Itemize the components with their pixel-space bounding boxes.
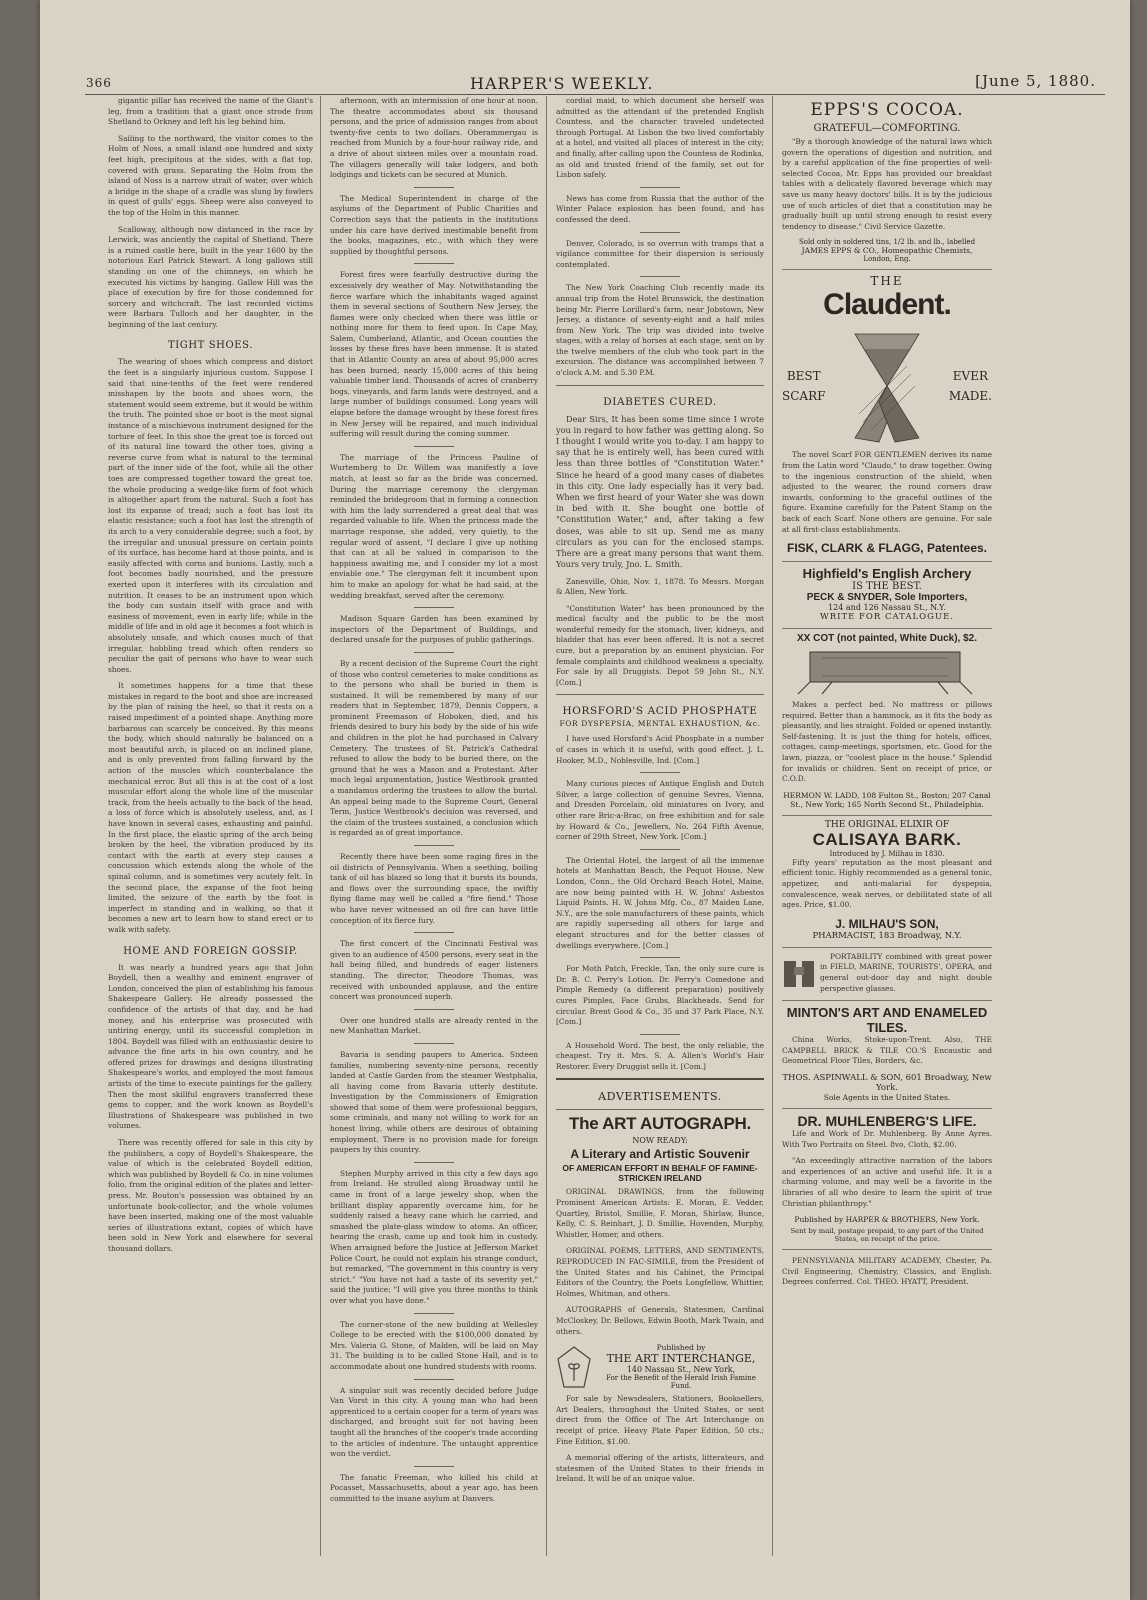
section-rule [556, 1078, 764, 1080]
ad-subheadline: GRATEFUL—COMFORTING. [813, 123, 961, 134]
article-paragraph: It sometimes happens for a time that these mistakes in regard to the boot and shoe are increased by the plan of raising the heel, so that it rests on a raised impediment of a pointed shape. Anything more barbarous can scarcely be conceived. By this means the body, which should naturally be balanced on a most beautiful arch, is placed on an inclined plane, and is only prevented from falling forward by the action of the muscles which counterbalance the mechanical error. But all this is at the cost of a lost muscular effort along the whole line of the muscular track, from the heels actually to the back of the head, a loss of force which is absolutely useless, and, as I have known in several cases, exhausting and painful. In the first place, the elastic spring of the arch being broken by the heel, the vibration produced by its contact with the earth at every step causes a concussion which extends along the whole of the spinal column, and is sometimes very acutely felt. In the second place, the expanse of the foot being limited, the seizure of the earth by the foot is imperfect in standing and in walking, so that it becomes a new art to learn how to stand erect or to walk with safety. [108, 681, 313, 934]
ad-text: PECK & SNYDER, Sole Importers, [806, 592, 968, 604]
column-divider [772, 96, 773, 1556]
page-number: 366 [86, 76, 112, 90]
calisaya-bark-ad [782, 816, 992, 948]
item-separator [414, 652, 454, 653]
publisher-address: 140 Nassau St., New York, [626, 1365, 736, 1375]
article-paragraph: By a recent decision of the Supreme Court the right of those who control cemeteries to make conditions as to the persons who shall be buried in them is sustained. It will be remembered by many of our readers that in September, 1879, Dennis Coppers, a prominent Freemason of Hoboken, died, and his friends desired to bury his body by the side of his wife and children in the plot he had purchased in Calvary Cemetery. The trustees of St. Patrick's Cathedral refused to allow the body to be buried there, on the ground that he was a Mason and a Protestant. After much legal argumentation, Justice Westbrook granted a mandamus ordering the trustees to allow the burial. An appeal being made to the Supreme Court, General Term, Justice Westbrook's decision was reversed, and the claim of the trustees sustained, a conclusion which is regarded as of great importance. [330, 658, 538, 838]
column-2 [330, 96, 538, 1556]
item-separator [640, 232, 680, 233]
article-paragraph: The first concert of the Cincinnati Festival was given to an audience of 4500 persons, every seat in the hall being filled, and hundreds of eager listeners standing. The director, Theodore Thomas, was received with unbounded applause, and the entire concert was pronounced superb. [330, 939, 538, 1002]
binoculars-icon [782, 955, 816, 991]
ad-text: 124 and 126 Nassau St., N.Y. [828, 603, 946, 613]
ad-text: "An exceedingly attractive narration of the labors and experiences of an active and useful life. It is a charming volume, and may well be a favorite in the libraries of all who desire to learn the spirit of true Christian philanthropy." [782, 1156, 992, 1208]
item-separator [640, 1034, 680, 1035]
item-separator [640, 772, 680, 773]
item-separator [414, 1466, 454, 1467]
ad-text: ORIGINAL POEMS, LETTERS, AND SENTIMENTS, REPRODUCED IN FAC-SIMILE, from the President of the United States and his Cabinet, the Principal Editors of the Country, the Poets Longfellow, Whittier, Holmes, Whitman, and others. [556, 1246, 764, 1298]
article-paragraph: Many curious pieces of Antique English and Dutch Silver, a large collection of genuine Sevres, Vienna, and Dresden Porcelain, old miniatures on Ivory, and other rare Bric-a-Brac, on free exhibition and for sale by Howard & Co., Jewellers, No. 264 Fifth Avenue, corner of 29th Street, New York. [Com.] [556, 779, 764, 842]
item-separator [414, 1379, 454, 1380]
ad-headline: CALISAYA BARK. [812, 829, 962, 849]
ad-text: Published by HARPER & BROTHERS, New York. [794, 1215, 980, 1225]
ad-text: Published by [656, 1343, 706, 1353]
archery-ad [782, 562, 992, 629]
ad-text: Sole Agents in the United States. [823, 1092, 951, 1102]
item-separator [414, 1043, 454, 1044]
item-separator [640, 957, 680, 958]
article-paragraph: Over one hundred stalls are already rented in the new Manhattan Market. [330, 1015, 538, 1036]
ad-text: PORTABILITY combined with great power in FIELD, MARINE, TOURISTS', OPERA, and general out-door day and night double perspective glasses. [820, 951, 992, 993]
ad-text: BEST [786, 369, 821, 384]
item-separator [414, 607, 454, 608]
article-paragraph: The marriage of the Princess Pauline of Wurtemberg to Dr. Willem was manifestly a love match, at least so far as the bride was concerned. During the marriage ceremony the clergyman reminded the bridegroom that in forming a connection with him the lady surrendered a great deal that was regarded valuable to life. When the princess made the marriage response, she added, very quietly, to the regular word of assent, "I declare I give up nothing that can at all be valued in comparison to the happiness awaiting me, and I consider my lot a most enviable one." The clergyman felt it incumbent upon him to make an apology for what he had said, at the wedding breakfast, served after the ceremony. [330, 452, 538, 600]
item-separator [414, 1313, 454, 1314]
ad-text: WRITE FOR CATALOGUE. [819, 612, 955, 623]
column-divider [320, 96, 321, 1556]
item-separator [640, 276, 680, 277]
item-separator [640, 849, 680, 850]
item-separator [414, 446, 454, 447]
item-separator [414, 1009, 454, 1010]
ad-text: THE [870, 274, 904, 289]
article-paragraph: For Moth Patch, Freckle, Tan, the only sure cure is Dr. B. C. Perry's Lotion. Dr. Perry's Comedone and Pimple Remedy (a different preparation) positively cures Pimples, Face Grubs, Blackheads. Send for circular. Brent Good & Co., 35 and 37 Park Place, N.Y. [Com.] [556, 964, 764, 1027]
ad-text: THOS. ASPINWALL & SON, 601 Broadway, New York. [782, 1072, 992, 1093]
publication-title: HARPER'S WEEKLY. [470, 74, 654, 93]
ad-headline: MINTON'S ART AND ENAMELED TILES. [786, 1005, 988, 1036]
column-divider [546, 96, 547, 1556]
ad-text: Sold only in soldered tins, 1/2 lb. and lb., labelled [798, 238, 976, 247]
article-paragraph: A singular suit was recently decided before Judge Van Vorst in this city. A young man who had been apprenticed to a certain cooper for a term of years was discharged, and brought suit for not having been taught all the branches of the cooper's trade according to the articles of indenture. The untaught apprentice won the verdict. [330, 1385, 538, 1459]
article-paragraph: Forest fires were fearfully destructive during the excessively dry weather of May. Notwithstanding the fierce warfare which the inhabitants waged against them in several sections of Southern New Jersey, the flames were only checked when there was little or nothing more for them to feed upon. In Cape May, Salem, Cumberland, Atlantic, and Ocean counties the losses by these fires have been immense. It is stated that in Atlantic County an area of about 95,000 acres has been burned, nearly 15,000 acres of this being valuable timber land. Thousands of acres of cranberry bogs, vineyards, and farm lands were destroyed, and a large number of buildings consumed. Long years will elapse before the damage wrought by these forest fires in New Jersey will be repaired, and much individual suffering will result during the coming summer. [330, 270, 538, 439]
claudent-scarf-ad [782, 270, 992, 562]
ad-text: Sent by mail, postage prepaid, to any part of the United States, on receipt of the price. [790, 1227, 984, 1244]
ad-text: China Works, Stoke-upon-Trent. Also, THE CAMPBELL BRICK & TILE CO.'S Encaustic and Geometrical Floor Tiles, Borders, &c. [782, 1035, 992, 1066]
article-paragraph: A Household Word. The best, the only reliable, the cheapest. Try it. Mrs. S. A. Allen's World's Hair Restorer. Every Druggist sells it. [Com.] [556, 1040, 764, 1071]
article-paragraph: It was nearly a hundred years ago that John Boydell, then a wealthy and eminent engraver of London, conceived the plan of establishing his famous Shakespeare Gallery. He already possessed the confidence of the artists of that day, and he had money, and his enterprise was prosecuted with untiring energy, until its successful completion in 1804. Boydell was filled with an enthusiastic desire to advance the fine arts in his own country, and he offered prizes for drawings and designs illustrating Shakespeare's works, and employed the most famous artists of the time to execute paintings for the gallery. Then the most skillful engravers transferred these gems to copper, and the work known as Boydell's Illustrations of Shakespeare was published in two volumes. [108, 962, 313, 1131]
section-heading: DIABETES CURED. [603, 395, 717, 408]
ad-text: For sale by Newsdealers, Stationers, Booksellers, Art Dealers, throughout the United States, or sent direct from the Office of The Art Interchange on receipt of price. Heavy Plate Paper Edition, 50 cts.; Fine Edition, $1.00. [556, 1394, 764, 1446]
folding-cot-illustration-icon [792, 644, 982, 696]
binoculars-ad [782, 948, 992, 1001]
article-paragraph: The Oriental Hotel, the largest of all the immense hotels at Manhattan Beach, the Pequot House, New London, Conn., the Old Orchard Beach Hotel, Maine, are now being painted with H. W. Johns' Asbestos Liquid Paints. H. W. Johns Mfg. Co., 87 Maiden Lane, N.Y., are the sole manufacturers of these paints, which are rapidly superseding all others for large and elegant structures and for the better classes of dwellings everywhere. [Com.] [556, 855, 764, 950]
ad-text: "By a thorough knowledge of the natural laws which govern the operations of digestion and nutrition, and by a careful application of the fine properties of well-selected Cocoa, Mr. Epps has provided our breakfast tables with a delicately flavored beverage which may save us many heavy doctors' bills. It is by the judicious use of such articles of diet that a constitution may be gradually built up until strong enough to resist every tendency to disease." Civil Service Gazette. [782, 137, 992, 231]
ad-headline: DR. MUHLENBERG'S LIFE. [797, 1112, 977, 1129]
item-separator [640, 187, 680, 188]
column-4-advertisements [782, 96, 992, 1556]
article-paragraph: Denver, Colorado, is so overrun with tramps that a vigilance committee for their dispersion is seriously contemplated. [556, 238, 764, 269]
article-paragraph: Recently there have been some raging fires in the oil districts of Pennsylvania. When a seething, boiling tank of oil has blazed so long that it bursts its bounds, and flows over the surrounding space, the swiftly flying flame may well be called a "fire fiend." Those who have never witnessed an oil fire can have little conception of its fierce fury. [330, 852, 538, 925]
ad-text: PENNSYLVANIA MILITARY ACADEMY, Chester, Pa. Civil Engineering, Chemistry, Classics, and English. Degrees conferred. Col. THEO. HYATT, President. [782, 1256, 992, 1287]
ad-text: A memorial offering of the artists, litterateurs, and statesmen of the United States to their friends in Ireland. It will be of an unique value. [556, 1453, 764, 1484]
item-separator [414, 932, 454, 933]
article-paragraph: "Constitution Water" has been pronounced by the medical faculty and the public to be the most wonderful remedy for the stomach, liver, kidneys, and bladder that has ever been offered. It is not a secret cure, but a preparation by an eminent physician. For female complaints and childhood weakness a specialty. For sale by all Druggists. Depot 59 John St., N.Y. [Com.] [556, 603, 764, 687]
ad-headline: The ART AUTOGRAPH. [569, 1114, 751, 1134]
ad-text: For the Benefit of the Herald Irish Famine Fund. [606, 1374, 756, 1391]
ad-text: Life and Work of Dr. Muhlenberg. By Anne Ayres. With Two Portraits on Steel. 8vo, Cloth, $2.00. [782, 1128, 992, 1149]
issue-date: [June 5, 1880. [975, 72, 1096, 90]
ad-text: SCARF [782, 389, 826, 404]
publisher-name: THE ART INTERCHANGE, [606, 1352, 756, 1366]
section-rule [556, 1109, 764, 1110]
section-subheading: FOR DYSPEPSIA, MENTAL EXHAUSTION, &c. [559, 719, 761, 729]
item-separator [414, 263, 454, 264]
scarf-illustration-icon [827, 326, 947, 446]
section-heading: HORSFORD'S ACID PHOSPHATE [562, 705, 758, 718]
section-heading: TIGHT SHOES. [167, 340, 254, 352]
ad-headline: Claudent. [823, 288, 951, 322]
item-separator [414, 1162, 454, 1163]
ad-text: Makes a perfect bed. No mattress or pillows required. Better than a hammock, as it fits the body as pleasantly, and lies straight. Folded or opened instantly. Self-fastening. It is just the thing for hotels, offices, cottages, camp-meetings, sportsmen, etc. Good for the lawn, piazza, or "coolest place in the house." Splendid for invalids or children. Sent on receipt of price, or C.O.D. [782, 700, 992, 784]
article-paragraph: Madison Square Garden has been examined by inspectors of the Department of Buildings, and declared unsafe for the purposes of public gatherings. [330, 614, 538, 645]
cot-ad [782, 629, 992, 816]
item-separator [414, 845, 454, 846]
minton-tiles-ad [782, 1001, 992, 1109]
ad-subheadline: OF AMERICAN EFFORT IN BEHALF OF FAMINE-STRICKEN IRELAND [562, 1163, 758, 1184]
header-rule [85, 94, 1105, 95]
ad-headline: Highfield's English Archery [802, 566, 972, 582]
article-paragraph: cordial maid, to which document she herself was admitted as the attendant of the pretended English Countess, and the character traveled undetected through Portugal. At Lisbon the two lived comfortably at a hotel, and visited all places of interest in the city; and finally, after calling upon the Countess de Rodinka, as old and trusted friend of the family, set out for Lisbon safely. [556, 96, 764, 180]
section-heading: HOME AND FOREIGN GOSSIP. [123, 945, 298, 957]
article-paragraph: Stephen Murphy arrived in this city a few days ago from Ireland. He strolled along Broadway until he came in front of a large jewelry shop, when the brilliant display apparently overcame him, for he suddenly raised a heavy cane which he carried, and smashed the plate-glass window to atoms. An officer, hearing the crash, came up and took him in custody. When arraigned before the Justice at Jefferson Market Police Court, he could not explain his strange conduct, but remarked, "The government in this country is very strict." "You have not had a taste of its severity yet," said the justice; "I will give you three months to think over what you have done." [330, 1168, 538, 1305]
ad-text: AUTOGRAPHS of Generals, Statesmen, Cardinal McCloskey, Dr. Bellows, Edwin Booth, Mark Twain, and others. [556, 1305, 764, 1336]
ad-text: ORIGINAL DRAWINGS, from the following Prominent American Artists: E. Moran, E. Vedder, Quartley, Bristol, Smillie, F. Moran, Shirlaw, Bunce, Kelly, C. S. Reinhart, J. D. Smillie, Hovenden, Murphy, Whistler, Homer, and others. [556, 1187, 764, 1239]
item-separator [414, 187, 454, 188]
muhlenberg-book-ad [782, 1109, 992, 1250]
article-paragraph: The corner-stone of the new building at Wellesley College to be erected with the $100,000 donated by Mrs. Valeria G. Stone, of Malden, will be laid on May 31. The building is to be called Stone Hall, and is to accommodate about one hundred students with rooms. [330, 1319, 538, 1371]
ad-text: IS THE BEST. [852, 581, 922, 593]
epps-cocoa-ad [782, 96, 992, 270]
ad-text: THE ORIGINAL ELIXIR OF [824, 819, 950, 830]
ad-headline: J. MILHAU'S SON, [835, 916, 939, 931]
ad-text: The novel Scarf FOR GENTLEMEN derives its name from the Latin word "Claudo," to draw together. Owing to the ingenious construction of the shield, when adjusted to the wearer, the round corners draw inwards, conforming to the graceful outlines of the figure. Examine carefully for the Patent Stamp on the back of each Scarf. None others are genuine. For sale at all first-class establishments. [782, 450, 992, 534]
article-paragraph: Scalloway, although now distanced in the race by Lerwick, was anciently the capital of Shetland. There is a ruined castle here, built in the year 1600 by the notorious Earl Patrick Stewart. A long gallows still standing on one of the chimneys, on which he executed his victims by hanging. Gallow Hill was the place of execution by fire for those condemned for sorcery and witchcraft. The last recorded victims were Barbara Tulloch and her daughter, in the beginning of the last century. [108, 224, 313, 329]
column-1 [108, 96, 313, 1556]
ad-text: HERMON W. LADD, 108 Fulton St., Boston; 207 Canal St., New York; 165 North Second St., Philadelphia. [783, 790, 991, 809]
article-paragraph: News has come from Russia that the author of the Winter Palace explosion has been found, and has confessed the deed. [556, 193, 764, 224]
article-paragraph: Bavaria is sending paupers to America. Sixteen families, numbering seventy-nine persons, recently landed at Castle Garden from the steamer Westphalia, all having come from Bavaria utterly destitute. Investigation by the Commissioners of Emigration showed that some of them were professional beggars, some criminals, and many not willing to work for an honest living, while others are desirous of obtaining employment. There is no provision made for foreign paupers by this country. [330, 1049, 538, 1155]
ad-text: London, Eng. [863, 255, 911, 264]
article-paragraph: The wearing of shoes which compress and distort the feet is a singularly injurious custom. Suppose I said that nine-tenths of the feet were rendered misshapen by the boots and shoes worn, the statement would seem extreme, but it would be within the truth. The pointed shoe or boot is the most signal instance of a mischievous instrument designed for the torture of feet. In this shoe the great toe is forced out of its natural line toward the other toes, giving a reverse curve from what is natural to the terminal part of the inner side of the foot, while all the other toes are compressed together toward the great toe, the whole producing a wedge-like form of foot which is altogether apart from the natural. Such a foot has lost its expanse of tread; such a foot has lost its elastic resistance; such a foot has lost the strength of its arch to a very considerable degree; such a foot, by the irregular and unusual pressure on certain points of its surface, has become hard at those points, and is easily affected with corns and bunions. Lastly, such a foot becomes badly nourished, and the pressure exerted upon it interferes with its circulation and nutrition. It ceases to be an instrument upon which the body can sustain itself with grace and with easiness of movement, even in early life; while in the middle of life and in old age it becomes a foot which is absolutely unsafe, and which causes much of that irregular, hobbling tread which often renders so peculiar the gait of persons who have to wear such shoes. [108, 357, 313, 674]
section-rule [556, 385, 764, 386]
ad-subheadline: A Literary and Artistic Souvenir [570, 1147, 750, 1162]
ad-headline: EPPS'S COCOA. [810, 100, 964, 120]
ad-text: JAMES EPPS & CO., Homeopathic Chemists, [801, 246, 973, 256]
article-paragraph: gigantic pillar has received the name of the Giant's leg, from a tradition that a giant once strode from Shetland to Orkney and left his leg behind him. [108, 96, 313, 127]
ad-text: EVER [952, 369, 989, 384]
section-rule [556, 694, 764, 695]
article-paragraph: Sailing to the northward, the visitor comes to the Holm of Noss, a small island one hundred and sixty feet high, precipitous at the sides, with a flat top, covered with grass. Separating the Holm from the island of Noss is a narrow strait of water, over which a bridge in the shape of a cradle was slung by fowlers in quest of gulls' eggs. Sheep were also conveyed to the top of the Holm in this manner. [108, 133, 313, 217]
advertisements-heading: ADVERTISEMENTS. [598, 1090, 722, 1104]
ad-text: Fifty years' reputation as the most pleasant and efficient tonic. Highly recommended as a general tonic, appetizer, and anti-malarial for dyspepsia, convalescence, weak nerves, or debilitated state of all ages. Price, $1.00. [782, 857, 992, 910]
article-paragraph: The Medical Superintendent in charge of the asylums of the Department of Public Charities and Correction says that the patients in the institutions under his care have derived inestimable benefit from the books, magazines, etc., with which they were supplied by thoughtful persons. [330, 193, 538, 256]
article-paragraph: The New York Coaching Club recently made its annual trip from the Hotel Brunswick, the destination being Mr. Pierre Lorillard's farm, near Jobstown, New Jersey, a distance of seventy-eight and a half miles from New York. The trip was divided into twelve stages, with a relay of horses at each stage, sent on by the twelve members of the club who took part in the excursion. The distance was accomplished between 7 o'clock A.M. and 5.30 P.M. [556, 283, 764, 378]
article-paragraph: There was recently offered for sale in this city by the publishers, a copy of Boydell's Shakespeare, the value of which is the celebrated Boydell edition, which was published by Boydell & Co. in nine volumes folio, from the original edition of the plates and letter-press. Mr. Bouton's possession was obtained by an unfortunate book-collector, and the whole volumes have been inserted, making one of the most valuable series of illustrations extant, copies of which have been sold in New York and elsewhere for several thousand dollars. [108, 1138, 313, 1253]
article-paragraph: afternoon, with an intermission of one hour at noon. The theatre accommodates about six thousand persons, and the price of admission ranges from about twenty-five cents to two dollars. Oberammergau is reached from Munich by a four-hour railway ride, and a drive of about sixteen miles over a mountain road. The villagers generally will take lodgers, and both lodgings and tickets can be secured at Munich. [330, 96, 538, 180]
ad-text: PHARMACIST, 183 Broadway, N.Y. [812, 930, 962, 941]
article-paragraph: I have used Horsford's Acid Phosphate in a number of cases in which it is useful, with good effect. J. L. Hooker, M.D., Noblesville, Ind. [Com.] [556, 734, 764, 765]
ad-headline: FISK, CLARK & FLAGG, Patentees. [786, 541, 988, 556]
column-3 [556, 96, 764, 1556]
ad-headline: XX COT (not painted, White Duck), $2. [796, 633, 977, 645]
letter-signature: Zanesville, Ohio, Nov. 1, 1878. To Messrs. Morgan & Allen, New York. [556, 576, 764, 597]
article-paragraph: The fanatic Freeman, who killed his child at Pocasset, Massachusetts, about a year ago, has been committed to the insane asylum at Danvers. [330, 1472, 538, 1503]
shamrock-emblem-icon [556, 1345, 592, 1389]
masthead [70, 72, 1110, 94]
testimonial-letter: Dear Sirs, It has been some time since I wrote you in regard to how father was getting along. So I thought I would write you to-day. I am happy to say that he is entirely well, has been cured with less than three bottles of "Constitution Water." Since he heard of a good many cases of diabetes in this city. One lady especially has it very bad. When we first heard of your Water she was down in bed with it. She bought one bottle of "Constitution Water," and, after taking a few doses, was able to sit up. Send me as many circulars as you can for the enclosed stamps. There are a great many persons that want them. Yours very truly, Jno. L. Smith. [556, 413, 764, 570]
ad-text: MADE. [948, 389, 992, 404]
ad-text: Introduced by J. Milhau in 1830. [829, 849, 945, 858]
ad-text: NOW READY: [632, 1136, 688, 1146]
